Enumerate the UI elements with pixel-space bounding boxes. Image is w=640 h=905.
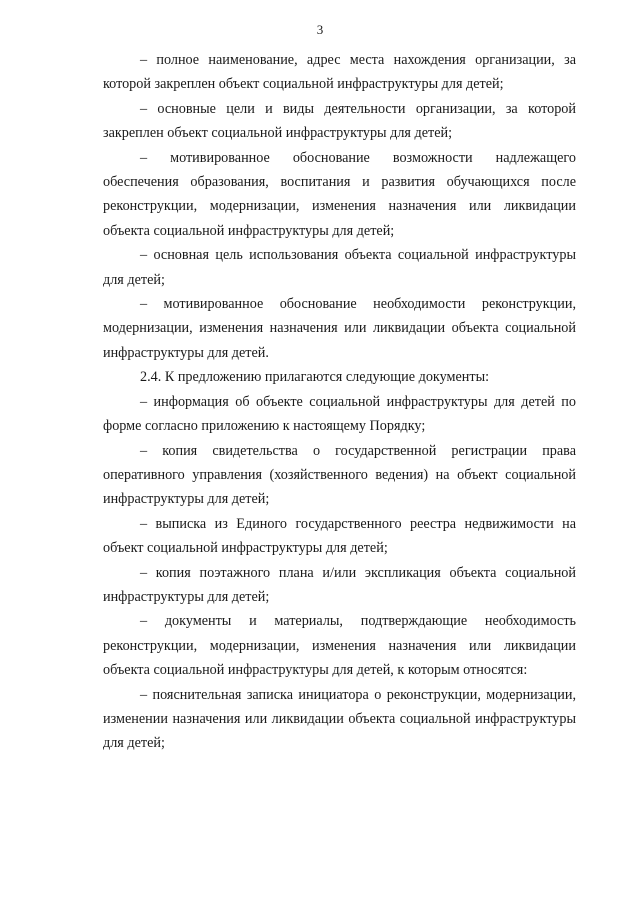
paragraph-justification-possibility: – мотивированное обоснование возможности надлежащего обеспечения образования, воспитания и развития обучающихся после реконструкции, модернизации, изменения назначения или ликвидации объекта социальной инфраструктуры для детей; — [103, 149, 576, 239]
paragraph-object-info: – информация об объекте социальной инфраструктуры для детей по форме согласно приложению к настоящему Порядку; — [103, 393, 576, 435]
paragraph-registration-copy: – копия свидетельства о государственной регистрации права оперативного управления (хозяйственного ведения) на объект социальной инфраструктуры для детей; — [103, 442, 576, 508]
document-body — [103, 48, 576, 756]
paragraph-org-name-address: – полное наименование, адрес места нахождения организации, за которой закреплен объект социальной инфраструктуры для детей; — [103, 52, 576, 93]
paragraph-main-purpose: – основная цель использования объекта социальной инфраструктуры для детей; — [103, 247, 576, 288]
paragraph-org-goals: – основные цели и виды деятельности организации, за которой закреплен объект социальной инфраструктуры для детей; — [103, 100, 576, 142]
paragraph-section-2-4: 2.4. К предложению прилагаются следующие документы: — [140, 369, 490, 386]
paragraph-justification-necessity: – мотивированное обоснование необходимости реконструкции, модернизации, изменения назначения или ликвидации объекта социальной инфраструктуры для детей. — [103, 296, 576, 361]
paragraph-floor-plan: – копия поэтажного плана и/или экспликация объекта социальной инфраструктуры для детей; — [103, 564, 576, 605]
paragraph-explanatory-note: – пояснительная записка инициатора о реконструкции, модернизации, изменении назначения или ликвидации объекта социальной инфраструктуры для детей; — [103, 686, 576, 752]
paragraph-supporting-documents: – документы и материалы, подтверждающие необходимость реконструкции, модернизации, изменения назначения или ликвидации объекта социальной инфраструктуры для детей, к которым относятся: — [103, 613, 576, 679]
page-number: 3 — [316, 22, 324, 37]
paragraph-registry-extract: – выписка из Единого государственного реестра недвижимости на объект социальной инфраструктуры для детей; — [103, 515, 576, 557]
